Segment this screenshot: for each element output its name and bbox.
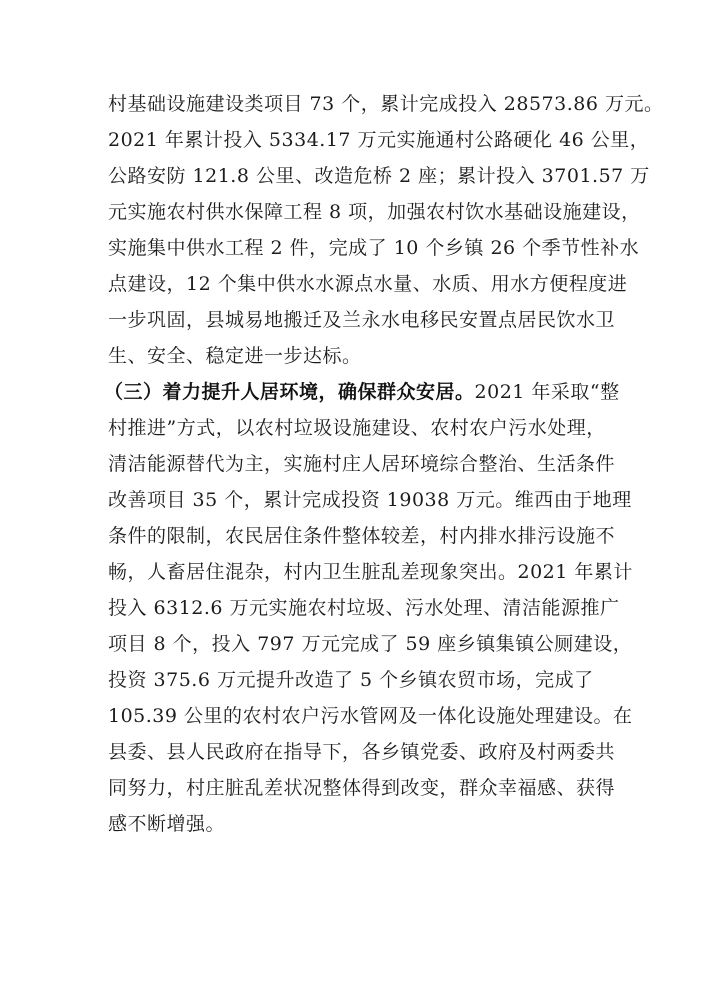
paragraph2-first-line-text: 2021 年采取“整	[474, 381, 620, 403]
paragraph2-line: 改善项目 35 个，累计完成投资 19038 万元。维西由于地理	[108, 489, 632, 511]
paragraph2-line: 投资 375.6 万元提升改造了 5 个乡镇农贸市场，完成了	[108, 669, 594, 691]
paragraph2-line: 105.39 公里的农村农户污水管网及一体化设施处理建设。在	[108, 705, 633, 727]
paragraph1-line: 元实施农村供水保障工程 8 项，加强农村饮水基础设施建设，	[108, 201, 641, 223]
paragraph1-line: 2021 年累计投入 5334.17 万元实施通村公路硬化 46 公里，	[108, 129, 650, 151]
paragraph1-line: 一步巩固，县城易地搬迁及兰永水电移民安置点居民饮水卫	[108, 309, 616, 331]
paragraph1-line: 实施集中供水工程 2 件，完成了 10 个乡镇 26 个季节性补水	[108, 237, 640, 259]
paragraph2-line: 投入 6312.6 万元实施农村垃圾、污水处理、清洁能源推广	[108, 597, 620, 619]
paragraph2-line: 畅，人畜居住混杂，村内卫生脏乱差现象突出。2021 年累计	[108, 561, 633, 583]
paragraph1-line: 点建设，12 个集中供水水源点水量、水质、用水方便程度进	[108, 273, 628, 295]
paragraph2-line: 清洁能源替代为主，实施村庄人居环境综合整治、生活条件	[108, 453, 616, 475]
paragraph2-line: 县委、县人民政府在指导下，各乡镇党委、政府及村两委共	[108, 741, 616, 763]
paragraph2-line: 条件的限制，农民居住条件整体较差，村内排水排污设施不	[108, 525, 616, 547]
paragraph1-line: 生、安全、稳定进一步达标。	[108, 345, 362, 367]
paragraph2-line: 感不断增强。	[108, 813, 226, 835]
paragraph2-line: 同努力，村庄脏乱差状况整体得到改变，群众幸福感、获得	[108, 777, 616, 799]
section-heading: （三）着力提升人居环境，确保群众安居。	[104, 381, 475, 403]
paragraph1-line: 村基础设施建设类项目 73 个，累计完成投入 28573.86 万元。	[108, 93, 664, 115]
paragraph1-line: 公路安防 121.8 公里、改造危桥 2 座；累计投入 3701.57 万	[108, 165, 650, 187]
paragraph2-first-line	[104, 374, 620, 410]
paragraph2-line: 村推进”方式，以农村垃圾设施建设、农村农户污水处理，	[108, 417, 606, 439]
paragraph2-line: 项目 8 个，投入 797 万元完成了 59 座乡镇集镇公厕建设，	[108, 633, 633, 655]
